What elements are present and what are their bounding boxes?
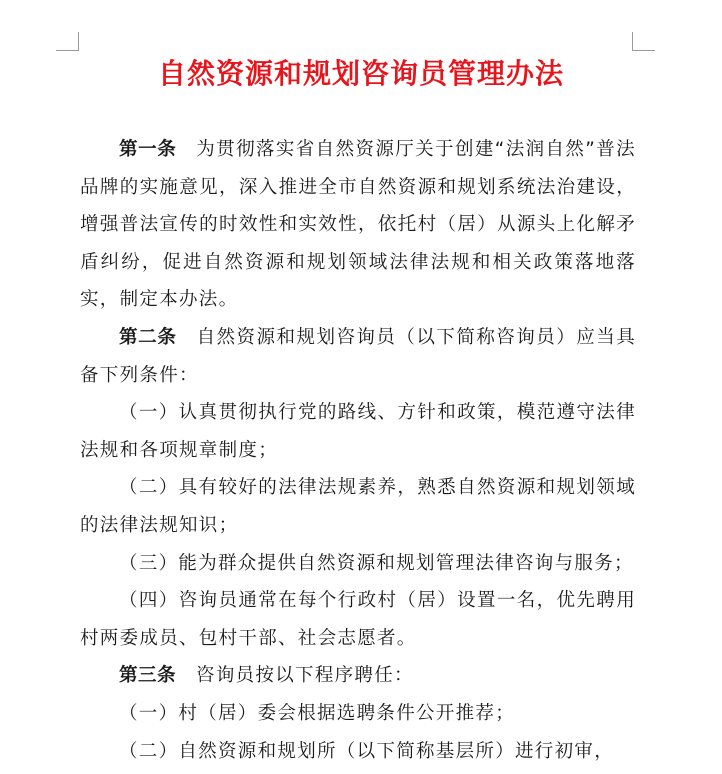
paragraph-text: （四）咨询员通常在每个行政村（居）设置一名，优先聘用村两委成员、包村干部、社会志愿者。: [80, 590, 636, 649]
paragraph-text: （三）能为群众提供自然资源和规划管理法律咨询与服务；: [119, 552, 634, 574]
document-body: [80, 131, 636, 770]
paragraph-text: 为贯彻落实省自然资源厅关于创建“法润自然”普法品牌的实施意见，深入推进全市自然资源和规划系统法治建设，增强普法宣传的时效性和实效性，依托村（居）从源头上化解矛盾纠纷，促进自然资源和规划领域法律法规和相关政策落地落实，制定本办法。: [80, 139, 636, 311]
article-number: 第三条: [119, 665, 177, 687]
paragraph-article-3: [80, 657, 636, 695]
paragraph-text: 自然资源和规划咨询员（以下简称咨询员）应当具备下列条件：: [80, 326, 636, 386]
page-margin-marker-right: [632, 32, 655, 51]
paragraph-item-3-2: [80, 733, 636, 771]
paragraph-item-2-2: [80, 469, 636, 544]
paragraph-item-2-4: [80, 582, 636, 657]
paragraph-text: （二）具有较好的法律法规素养，熟悉自然资源和规划领域的法律法规知识；: [80, 477, 636, 536]
paragraph-item-2-3: [80, 545, 636, 583]
paragraph-article-1: [80, 131, 636, 319]
paragraph-item-2-1: [80, 394, 636, 469]
paragraph-article-2: [80, 319, 636, 394]
document-title: 自然资源和规划咨询员管理办法: [157, 57, 564, 90]
article-number: 第一条: [119, 139, 177, 160]
paragraph-text: 咨询员按以下程序聘任：: [196, 665, 414, 687]
page-margin-marker-left: [56, 32, 79, 51]
article-number: 第二条: [119, 326, 177, 348]
paragraph-text: （一）认真贯彻执行党的路线、方针和政策，模范遵守法律法规和各项规章制度；: [80, 402, 636, 461]
paragraph-text: （二）自然资源和规划所（以下简称基层所）进行初审，: [119, 740, 615, 762]
paragraph-text: （一）村（居）委会根据选聘条件公开推荐；: [119, 702, 516, 724]
paragraph-item-3-1: [80, 695, 636, 733]
